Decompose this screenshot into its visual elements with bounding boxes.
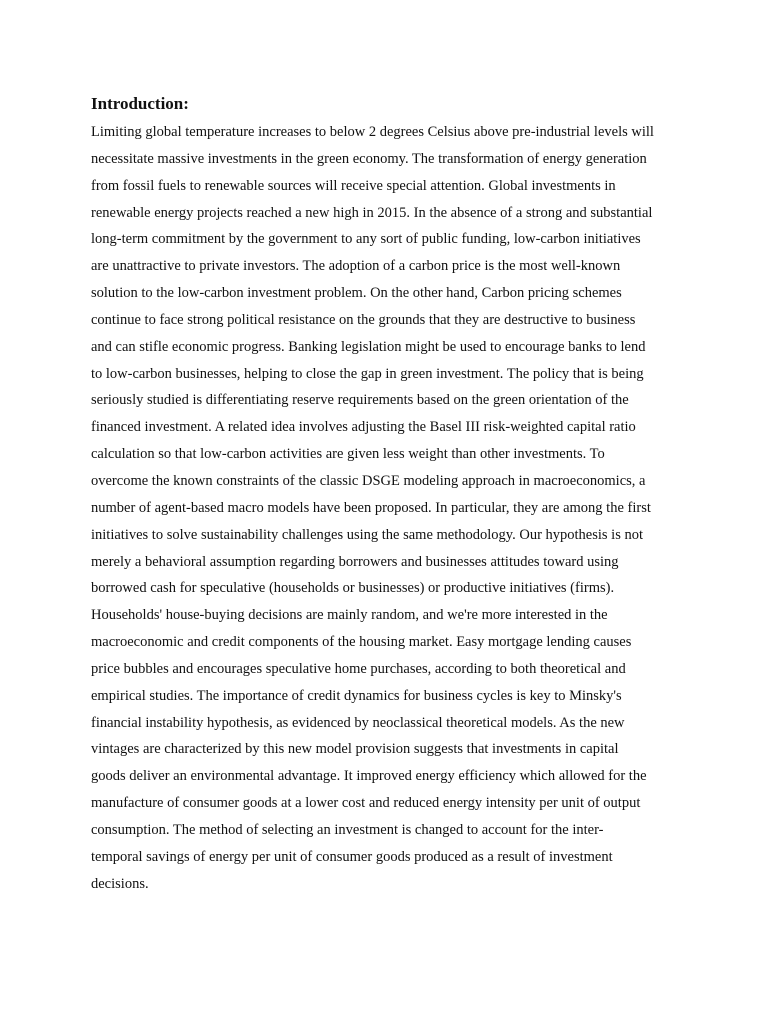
- paragraph-line: necessitate massive investments in the green economy. The transformation of energy generation: [91, 150, 647, 167]
- paragraph-line: goods deliver an environmental advantage. It improved energy efficiency which allowed for the: [91, 768, 647, 785]
- paragraph-line: renewable energy projects reached a new high in 2015. In the absence of a strong and substantial: [91, 204, 653, 221]
- paragraph-line: consumption. The method of selecting an investment is changed to account for the inter-: [91, 821, 604, 838]
- paragraph-line: continue to face strong political resistance on the grounds that they are destructive to business: [91, 311, 636, 328]
- paragraph-line: seriously studied is differentiating reserve requirements based on the green orientation of the: [91, 392, 629, 409]
- introduction-paragraph: [91, 119, 681, 897]
- paragraph-line: Limiting global temperature increases to below 2 degrees Celsius above pre-industrial levels will: [91, 124, 654, 140]
- paragraph-line: overcome the known constraints of the classic DSGE modeling approach in macroeconomics, a: [91, 472, 646, 489]
- paragraph-line: from fossil fuels to renewable sources will receive special attention. Global investments in: [91, 177, 616, 194]
- paragraph-line: vintages are characterized by this new model provision suggests that investments in capital: [91, 741, 619, 758]
- paragraph-line: initiatives to solve sustainability challenges using the same methodology. Our hypothesis is not: [91, 526, 644, 543]
- paragraph-line: are unattractive to private investors. The adoption of a carbon price is the most well-known: [91, 258, 621, 275]
- paragraph-line: manufacture of consumer goods at a lower cost and reduced energy intensity per unit of output: [91, 795, 641, 812]
- paragraph-line: long-term commitment by the government to any sort of public funding, low-carbon initiatives: [91, 231, 641, 248]
- paragraph-line: empirical studies. The importance of credit dynamics for business cycles is key to Minsky's: [91, 687, 622, 704]
- paragraph-line: solution to the low-carbon investment problem. On the other hand, Carbon pricing schemes: [91, 285, 622, 302]
- paragraph-line: number of agent-based macro models have been proposed. In particular, they are among the first: [91, 499, 651, 516]
- paragraph-line: and can stifle economic progress. Banking legislation might be used to encourage banks to lend: [91, 338, 646, 355]
- paragraph-line: price bubbles and encourages speculative home purchases, according to both theoretical and: [91, 660, 626, 677]
- paragraph-line: decisions.: [91, 875, 149, 892]
- paragraph-line: borrowed cash for speculative (households or businesses) or productive initiatives (firms).: [91, 580, 615, 597]
- document-content: [91, 93, 681, 897]
- paragraph-line: Households' house-buying decisions are mainly random, and we're more interested in the: [91, 607, 608, 624]
- paragraph-line: macroeconomic and credit components of the housing market. Easy mortgage lending causes: [91, 634, 632, 651]
- paragraph-line: merely a behavioral assumption regarding borrowers and businesses attitudes toward using: [91, 553, 619, 570]
- section-heading: Introduction:: [91, 94, 189, 113]
- paragraph-line: calculation so that low-carbon activities are given less weight than other investments. To: [91, 446, 605, 463]
- paragraph-line: financial instability hypothesis, as evidenced by neoclassical theoretical models. As the new: [91, 714, 625, 731]
- paragraph-line: financed investment. A related idea involves adjusting the Basel III risk-weighted capital ratio: [91, 419, 636, 436]
- paragraph-line: to low-carbon businesses, helping to close the gap in green investment. The policy that is being: [91, 365, 644, 382]
- paragraph-line: temporal savings of energy per unit of consumer goods produced as a result of investment: [91, 848, 613, 865]
